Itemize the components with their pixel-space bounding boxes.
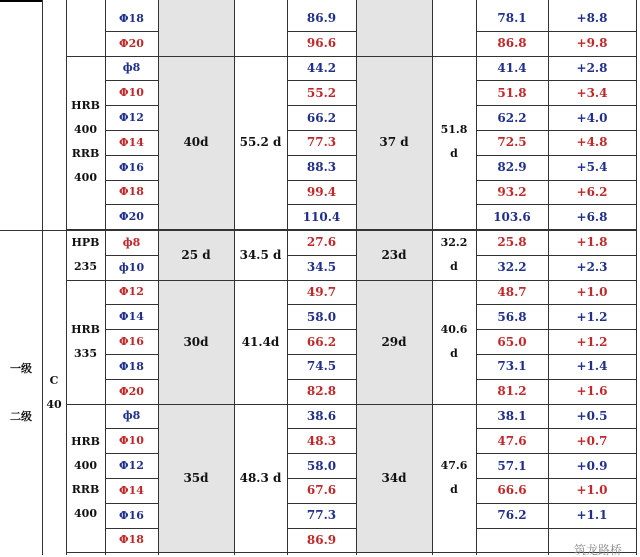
value-b: 56.8 (497, 309, 527, 324)
steel-grade-line: 400 (74, 506, 97, 520)
column-rule (636, 0, 637, 555)
row-rule (287, 528, 356, 529)
row-rule (105, 304, 158, 305)
bar-size: Φ14 (119, 310, 144, 324)
lap-length-a: 34d (381, 470, 407, 485)
bar-size: Φ16 (119, 160, 144, 174)
value-a: 48.3 (306, 433, 337, 448)
concrete-grade-line: 40 (46, 397, 62, 411)
steel-grade-line: 335 (74, 346, 97, 360)
bar-size: Φ20 (119, 36, 144, 50)
difference: +6.2 (576, 184, 608, 199)
row-rule (476, 80, 636, 81)
steel-grade-line: HRB (71, 99, 100, 113)
row-rule (287, 329, 356, 330)
row-rule (476, 105, 636, 106)
row-rule (105, 428, 158, 429)
row-rule (105, 155, 158, 156)
value-b: 38.1 (497, 408, 527, 423)
steel-grade-line: 235 (74, 259, 97, 273)
value-b: 82.9 (497, 160, 527, 175)
value-a: 66.2 (306, 334, 337, 349)
steel-grade-line: HRB (71, 434, 100, 448)
lap-length-b-line: d (450, 346, 458, 360)
bar-size: Φ20 (119, 210, 144, 224)
row-rule (287, 105, 356, 106)
row-rule (287, 478, 356, 479)
difference: +1.0 (576, 284, 608, 299)
concrete-grade (42, 230, 66, 555)
lap-length-b-line: d (450, 482, 458, 496)
value-a: 82.8 (306, 384, 337, 399)
row-rule (287, 80, 356, 81)
value-a: 99.4 (306, 184, 337, 199)
row-rule (287, 31, 356, 32)
row-rule (105, 180, 158, 181)
value-b: 48.7 (497, 284, 527, 299)
value-a: 88.3 (306, 160, 337, 175)
row-rule (476, 204, 636, 205)
bar-size: Φ12 (119, 459, 144, 473)
lap-length-b-line: 32.2 (440, 235, 468, 249)
row-rule (66, 56, 636, 57)
row-rule (105, 453, 158, 454)
column-rule (158, 0, 159, 555)
difference: +1.2 (576, 309, 608, 324)
steel-grade-line: 400 (74, 458, 97, 472)
row-rule (287, 428, 356, 429)
value-a: 86.9 (306, 532, 337, 547)
column-rule (476, 0, 477, 555)
row-rule (476, 304, 636, 305)
difference: +8.8 (576, 11, 608, 26)
steel-grade-line: HRB (71, 322, 100, 336)
value-a: 74.5 (306, 359, 337, 374)
difference: +1.1 (576, 508, 608, 523)
column-rule (66, 0, 67, 555)
anchorage-length-a: 40d (183, 135, 209, 150)
row-rule (287, 155, 356, 156)
row-rule (476, 354, 636, 355)
row-rule (105, 80, 158, 81)
lap-length-b-line: 47.6 (440, 458, 468, 472)
difference: +4.0 (576, 110, 608, 125)
row-rule (287, 204, 356, 205)
value-a: 77.3 (306, 135, 337, 150)
value-b: 76.2 (497, 508, 527, 523)
difference: +3.4 (576, 85, 608, 100)
difference: +2.8 (576, 60, 608, 75)
difference: +1.0 (576, 483, 608, 498)
row-rule (287, 503, 356, 504)
value-b: 86.8 (497, 36, 527, 51)
value-b: 93.2 (497, 184, 527, 199)
bar-size: Φ16 (119, 335, 144, 349)
value-a: 58.0 (306, 309, 337, 324)
steel-grade-line: RRB (71, 147, 100, 161)
anchorage-length-b: 34.5 d (239, 247, 282, 262)
lap-length-b (432, 404, 476, 553)
row-rule (66, 280, 636, 281)
difference: +0.9 (576, 458, 608, 473)
lap-length-b-line: 40.6 (440, 322, 468, 336)
difference: +9.8 (576, 36, 608, 51)
row-rule (287, 180, 356, 181)
bar-size: Φ18 (119, 533, 144, 547)
seismic-grade-line: 一级 (10, 361, 32, 375)
row-rule (476, 31, 636, 32)
row-rule (105, 31, 158, 32)
bar-size: Φ14 (119, 135, 144, 149)
value-b: 62.2 (497, 110, 527, 125)
difference: +5.4 (576, 160, 608, 175)
bar-size: ф8 (122, 61, 141, 75)
row-rule (476, 130, 636, 131)
value-a: 110.4 (302, 209, 341, 224)
row-rule (105, 329, 158, 330)
row-rule (476, 255, 636, 256)
value-b: 66.6 (497, 483, 527, 498)
value-a: 58.0 (306, 458, 337, 473)
bar-size: Φ12 (119, 285, 144, 299)
difference: +1.2 (576, 334, 608, 349)
value-a: 66.2 (306, 110, 337, 125)
row-rule (476, 379, 636, 380)
watermark: 筑龙路桥 (574, 543, 623, 557)
difference: +4.8 (576, 135, 608, 150)
row-rule (476, 453, 636, 454)
bar-size: Φ18 (119, 359, 144, 373)
value-a: 67.6 (306, 483, 337, 498)
row-rule (105, 105, 158, 106)
column-rule (548, 0, 549, 555)
value-b: 73.1 (497, 359, 527, 374)
value-a: 38.6 (306, 408, 337, 423)
value-a: 34.5 (306, 260, 337, 275)
steel-grade (66, 56, 105, 230)
anchorage-length-a: 25 d (181, 247, 211, 262)
row-rule (476, 528, 636, 529)
bar-size: Φ12 (119, 111, 144, 125)
row-rule (476, 155, 636, 156)
column-rule (105, 0, 106, 555)
lap-length-b (432, 230, 476, 280)
top-border-stub (0, 0, 42, 2)
steel-grade-line: RRB (71, 482, 100, 496)
lap-length-b (432, 280, 476, 404)
value-a: 44.2 (306, 60, 337, 75)
steel-grade (66, 230, 105, 280)
value-b: 32.2 (497, 260, 527, 275)
lap-length-a: 37 d (379, 135, 409, 150)
row-rule (476, 329, 636, 330)
value-b: 57.1 (497, 458, 527, 473)
bar-size: ф8 (122, 235, 141, 249)
value-a: 55.2 (306, 85, 337, 100)
bar-size: ф8 (122, 409, 141, 423)
difference: +6.8 (576, 209, 608, 224)
difference: +0.7 (576, 433, 608, 448)
row-rule (105, 478, 158, 479)
row-rule (476, 180, 636, 181)
concrete-grade-line: C (49, 373, 59, 387)
value-b: 72.5 (497, 135, 527, 150)
steel-grade (66, 404, 105, 553)
row-rule (287, 130, 356, 131)
steel-grade-line: 400 (74, 123, 97, 137)
lap-length-b (432, 56, 476, 230)
row-rule (287, 379, 356, 380)
anchorage-length-b: 48.3 d (239, 470, 282, 485)
anchorage-length-b: 41.4d (241, 334, 280, 349)
lap-length-a: 29d (381, 334, 407, 349)
bar-size: Φ20 (119, 384, 144, 398)
row-rule (287, 354, 356, 355)
seismic-grade-line: 二级 (10, 409, 32, 423)
value-a: 86.9 (306, 11, 337, 26)
value-b: 103.6 (493, 209, 531, 224)
anchorage-length-a: 30d (183, 334, 209, 349)
column-rule (432, 0, 433, 555)
bar-size: Φ14 (119, 483, 144, 497)
column-rule (42, 0, 43, 555)
row-rule (105, 503, 158, 504)
column-rule (356, 0, 357, 555)
row-rule (287, 453, 356, 454)
value-b: 41.4 (497, 60, 527, 75)
value-a: 49.7 (306, 284, 337, 299)
row-rule (287, 304, 356, 305)
bar-size: Φ18 (119, 185, 144, 199)
lap-length-b-line: d (450, 259, 458, 273)
row-rule (476, 478, 636, 479)
lap-length-b-line: d (450, 147, 458, 161)
row-rule (105, 130, 158, 131)
column-rule (234, 0, 235, 555)
steel-grade-line: 400 (74, 171, 97, 185)
column-rule (287, 0, 288, 555)
difference: +1.8 (576, 235, 608, 250)
row-rule (287, 255, 356, 256)
value-b: 65.0 (497, 334, 527, 349)
value-b: 78.1 (497, 11, 527, 26)
value-a: 77.3 (306, 508, 337, 523)
row-rule (105, 255, 158, 256)
row-rule (476, 503, 636, 504)
steel-grade (66, 280, 105, 404)
difference: +0.5 (576, 408, 608, 423)
bar-size: Φ18 (119, 11, 144, 25)
row-rule (105, 528, 158, 529)
difference: +2.3 (576, 260, 608, 275)
value-b: 81.2 (497, 384, 527, 399)
lap-length-b-line: 51.8 (440, 123, 468, 137)
bar-size: ф10 (118, 260, 145, 274)
bar-size: Φ10 (119, 434, 144, 448)
difference: +1.4 (576, 359, 608, 374)
row-rule (105, 379, 158, 380)
value-b: 25.8 (497, 235, 527, 250)
bar-size: Φ16 (119, 508, 144, 522)
lap-length-a: 23d (381, 247, 407, 262)
value-a: 96.6 (306, 36, 337, 51)
row-rule (66, 552, 636, 553)
anchorage-length-b: 55.2 d (239, 135, 282, 150)
value-b (476, 528, 548, 553)
value-a: 27.6 (306, 235, 337, 250)
difference: +1.6 (576, 384, 608, 399)
steel-grade-line: HPB (71, 235, 100, 249)
row-rule (105, 354, 158, 355)
bar-size: Φ10 (119, 86, 144, 100)
row-rule (105, 204, 158, 205)
value-b: 47.6 (497, 433, 527, 448)
anchorage-length-a: 35d (183, 470, 209, 485)
row-rule (66, 404, 636, 405)
row-rule (0, 230, 636, 231)
row-rule (476, 428, 636, 429)
seismic-grade (0, 230, 42, 555)
value-b: 51.8 (497, 85, 527, 100)
